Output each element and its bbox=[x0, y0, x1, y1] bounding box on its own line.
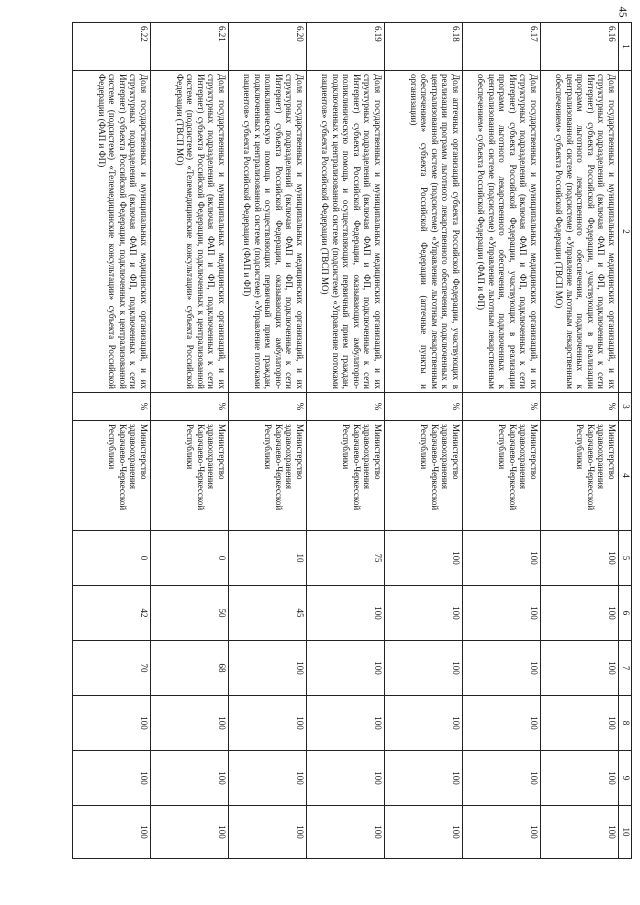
value-cell: 100 bbox=[307, 751, 385, 806]
indicators-table bbox=[72, 22, 632, 859]
value-cell: 100 bbox=[73, 806, 151, 859]
unit-cell: % bbox=[151, 393, 229, 421]
table-row bbox=[463, 23, 541, 859]
value-cell: 100 bbox=[307, 586, 385, 641]
value-cell: 45 bbox=[229, 586, 307, 641]
value-cell: 50 bbox=[151, 586, 229, 641]
header-cell: 3 bbox=[619, 393, 632, 421]
indicator-description: Доля государственных и муниципальных медицинских организаций, и их структурных подразделений (включая ФАП и ФП, подключенных к сети Интернет) субъекта Российской Федерации, участвующих в реализации программ льготного лекарственного обеспечения, подключенных к централизованной системе (подсистеме) «Управление льготным лекарственным обеспечением» субъекта Российской Федерации (ТВСП МО) bbox=[541, 71, 619, 393]
value-cell: 100 bbox=[541, 696, 619, 751]
header-cell: 5 bbox=[619, 531, 632, 586]
responsible-cell: Министерство здравоохранения Карачаево-Черкесской Республики bbox=[541, 421, 619, 531]
value-cell: 100 bbox=[463, 586, 541, 641]
value-cell: 100 bbox=[385, 696, 463, 751]
header-cell: 4 bbox=[619, 421, 632, 531]
value-cell: 100 bbox=[151, 806, 229, 859]
value-cell: 100 bbox=[151, 751, 229, 806]
value-cell: 100 bbox=[385, 751, 463, 806]
row-number: 6.20 bbox=[229, 23, 307, 71]
value-cell: 100 bbox=[229, 696, 307, 751]
value-cell: 100 bbox=[463, 696, 541, 751]
unit-cell: % bbox=[541, 393, 619, 421]
header-cell: 10 bbox=[619, 806, 632, 859]
header-cell: 1 bbox=[619, 23, 632, 71]
indicator-description: Доля государственных и муниципальных медицинских организаций, и их структурных подразделений (включая ФАП и ФП, подключенных к сети Интернет) субъекта Российской Федерации, подключенных к централизованной системе (подсистеме) «Телемедицинские консультации» субъекта Российской Федерации (ТВСП МО) bbox=[151, 71, 229, 393]
value-cell: 100 bbox=[307, 806, 385, 859]
row-number: 6.22 bbox=[73, 23, 151, 71]
table-row bbox=[307, 23, 385, 859]
value-cell: 100 bbox=[229, 806, 307, 859]
row-number: 6.21 bbox=[151, 23, 229, 71]
value-cell: 0 bbox=[73, 531, 151, 586]
rotated-sheet bbox=[66, 22, 640, 858]
value-cell: 100 bbox=[385, 641, 463, 696]
header-row bbox=[619, 23, 632, 859]
header-cell: 7 bbox=[619, 641, 632, 696]
header-cell: 8 bbox=[619, 696, 632, 751]
table-row bbox=[229, 23, 307, 859]
value-cell: 100 bbox=[463, 751, 541, 806]
value-cell: 100 bbox=[151, 696, 229, 751]
value-cell: 68 bbox=[151, 641, 229, 696]
responsible-cell: Министерство здравоохранения Карачаево-Черкесской Республики bbox=[463, 421, 541, 531]
row-number: 6.18 bbox=[385, 23, 463, 71]
value-cell: 0 bbox=[151, 531, 229, 586]
unit-cell: % bbox=[307, 393, 385, 421]
unit-cell: % bbox=[385, 393, 463, 421]
unit-cell: % bbox=[463, 393, 541, 421]
unit-cell: % bbox=[73, 393, 151, 421]
value-cell: 42 bbox=[73, 586, 151, 641]
header-cell: 9 bbox=[619, 751, 632, 806]
value-cell: 100 bbox=[541, 806, 619, 859]
value-cell: 75 bbox=[307, 531, 385, 586]
table-row bbox=[151, 23, 229, 859]
value-cell: 70 bbox=[73, 641, 151, 696]
table-row bbox=[73, 23, 151, 859]
page-number: 45 bbox=[616, 6, 629, 18]
value-cell: 100 bbox=[307, 696, 385, 751]
value-cell: 100 bbox=[463, 531, 541, 586]
value-cell: 100 bbox=[73, 751, 151, 806]
indicator-description: Доля государственных и муниципальных медицинских организаций, и их структурных подразделений (включая ФАП и ФП, подключенных к сети Интернет) субъекта Российской Федерации, подключенных к централизованной системе (подсистеме) «Телемедицинские консультации» субъекта Российской Федерации (ФАП и ФП) bbox=[73, 71, 151, 393]
indicator-description: Доля государственных и муниципальных медицинских организаций, и их структурных подразделений (включая ФАП и ФП, подключенные к сети Интернет) субъекта Российской Федерации, оказывающих амбулаторно-поликлиническую помощь и осуществляющих первичный прием граждан, подключенных к централизованной системе (подсистеме) «Управление потоками пациентов» субъекта Российской Федерации (ФАП и ФП) bbox=[229, 71, 307, 393]
value-cell: 10 bbox=[229, 531, 307, 586]
value-cell: 100 bbox=[541, 641, 619, 696]
value-cell: 100 bbox=[307, 641, 385, 696]
responsible-cell: Министерство здравоохранения Карачаево-Черкесской Республики bbox=[73, 421, 151, 531]
value-cell: 100 bbox=[541, 586, 619, 641]
row-number: 6.17 bbox=[463, 23, 541, 71]
value-cell: 100 bbox=[541, 531, 619, 586]
unit-cell: % bbox=[229, 393, 307, 421]
header-cell: 6 bbox=[619, 586, 632, 641]
value-cell: 100 bbox=[229, 641, 307, 696]
table-row bbox=[385, 23, 463, 859]
value-cell: 100 bbox=[385, 531, 463, 586]
responsible-cell: Министерство здравоохранения Карачаево-Черкесской Республики bbox=[151, 421, 229, 531]
value-cell: 100 bbox=[229, 751, 307, 806]
value-cell: 100 bbox=[463, 806, 541, 859]
indicator-description: Доля аптечных организаций субъекта Российской Федерации, участвующих в реализации программ льготного лекарственного обеспечения, подключенных к централизованной системе (подсистеме) «Управление льготным лекарственным обеспечением» субъекта Российской Федерации (аптечные пункты и организации) bbox=[385, 71, 463, 393]
value-cell: 100 bbox=[463, 641, 541, 696]
header-cell: 2 bbox=[619, 71, 632, 393]
table-stage bbox=[66, 22, 632, 858]
value-cell: 100 bbox=[385, 806, 463, 859]
responsible-cell: Министерство здравоохранения Карачаево-Черкесской Республики bbox=[229, 421, 307, 531]
value-cell: 100 bbox=[541, 751, 619, 806]
table-row bbox=[541, 23, 619, 859]
row-number: 6.16 bbox=[541, 23, 619, 71]
row-number: 6.19 bbox=[307, 23, 385, 71]
indicator-description: Доля государственных и муниципальных медицинских организаций, и их структурных подразделений (включая ФАП и ФП, подключенные к сети Интернет) субъекта Российской Федерации, оказывающих амбулаторно-поликлиническую помощь и осуществляющих первичный прием граждан, подключенных к централизованной системе (подсистеме) «Управление потоками пациентов» субъекта Российской Федерации (ТВСП МО) bbox=[307, 71, 385, 393]
value-cell: 100 bbox=[73, 696, 151, 751]
indicator-description: Доля государственных и муниципальных медицинских организаций, и их структурных подразделений (включая ФАП и ФП, подключенных к сети Интернет) субъекта Российской Федерации, участвующих в реализации программ льготного лекарственного обеспечения, подключенных к централизованной системе (подсистеме) «Управление льготным лекарственным обеспечением» субъекта Российской Федерации (ФАП и ФП) bbox=[463, 71, 541, 393]
value-cell: 100 bbox=[385, 586, 463, 641]
responsible-cell: Министерство здравоохранения Карачаево-Черкесской Республики bbox=[307, 421, 385, 531]
responsible-cell: Министерство здравоохранения Карачаево-Черкесской Республики bbox=[385, 421, 463, 531]
